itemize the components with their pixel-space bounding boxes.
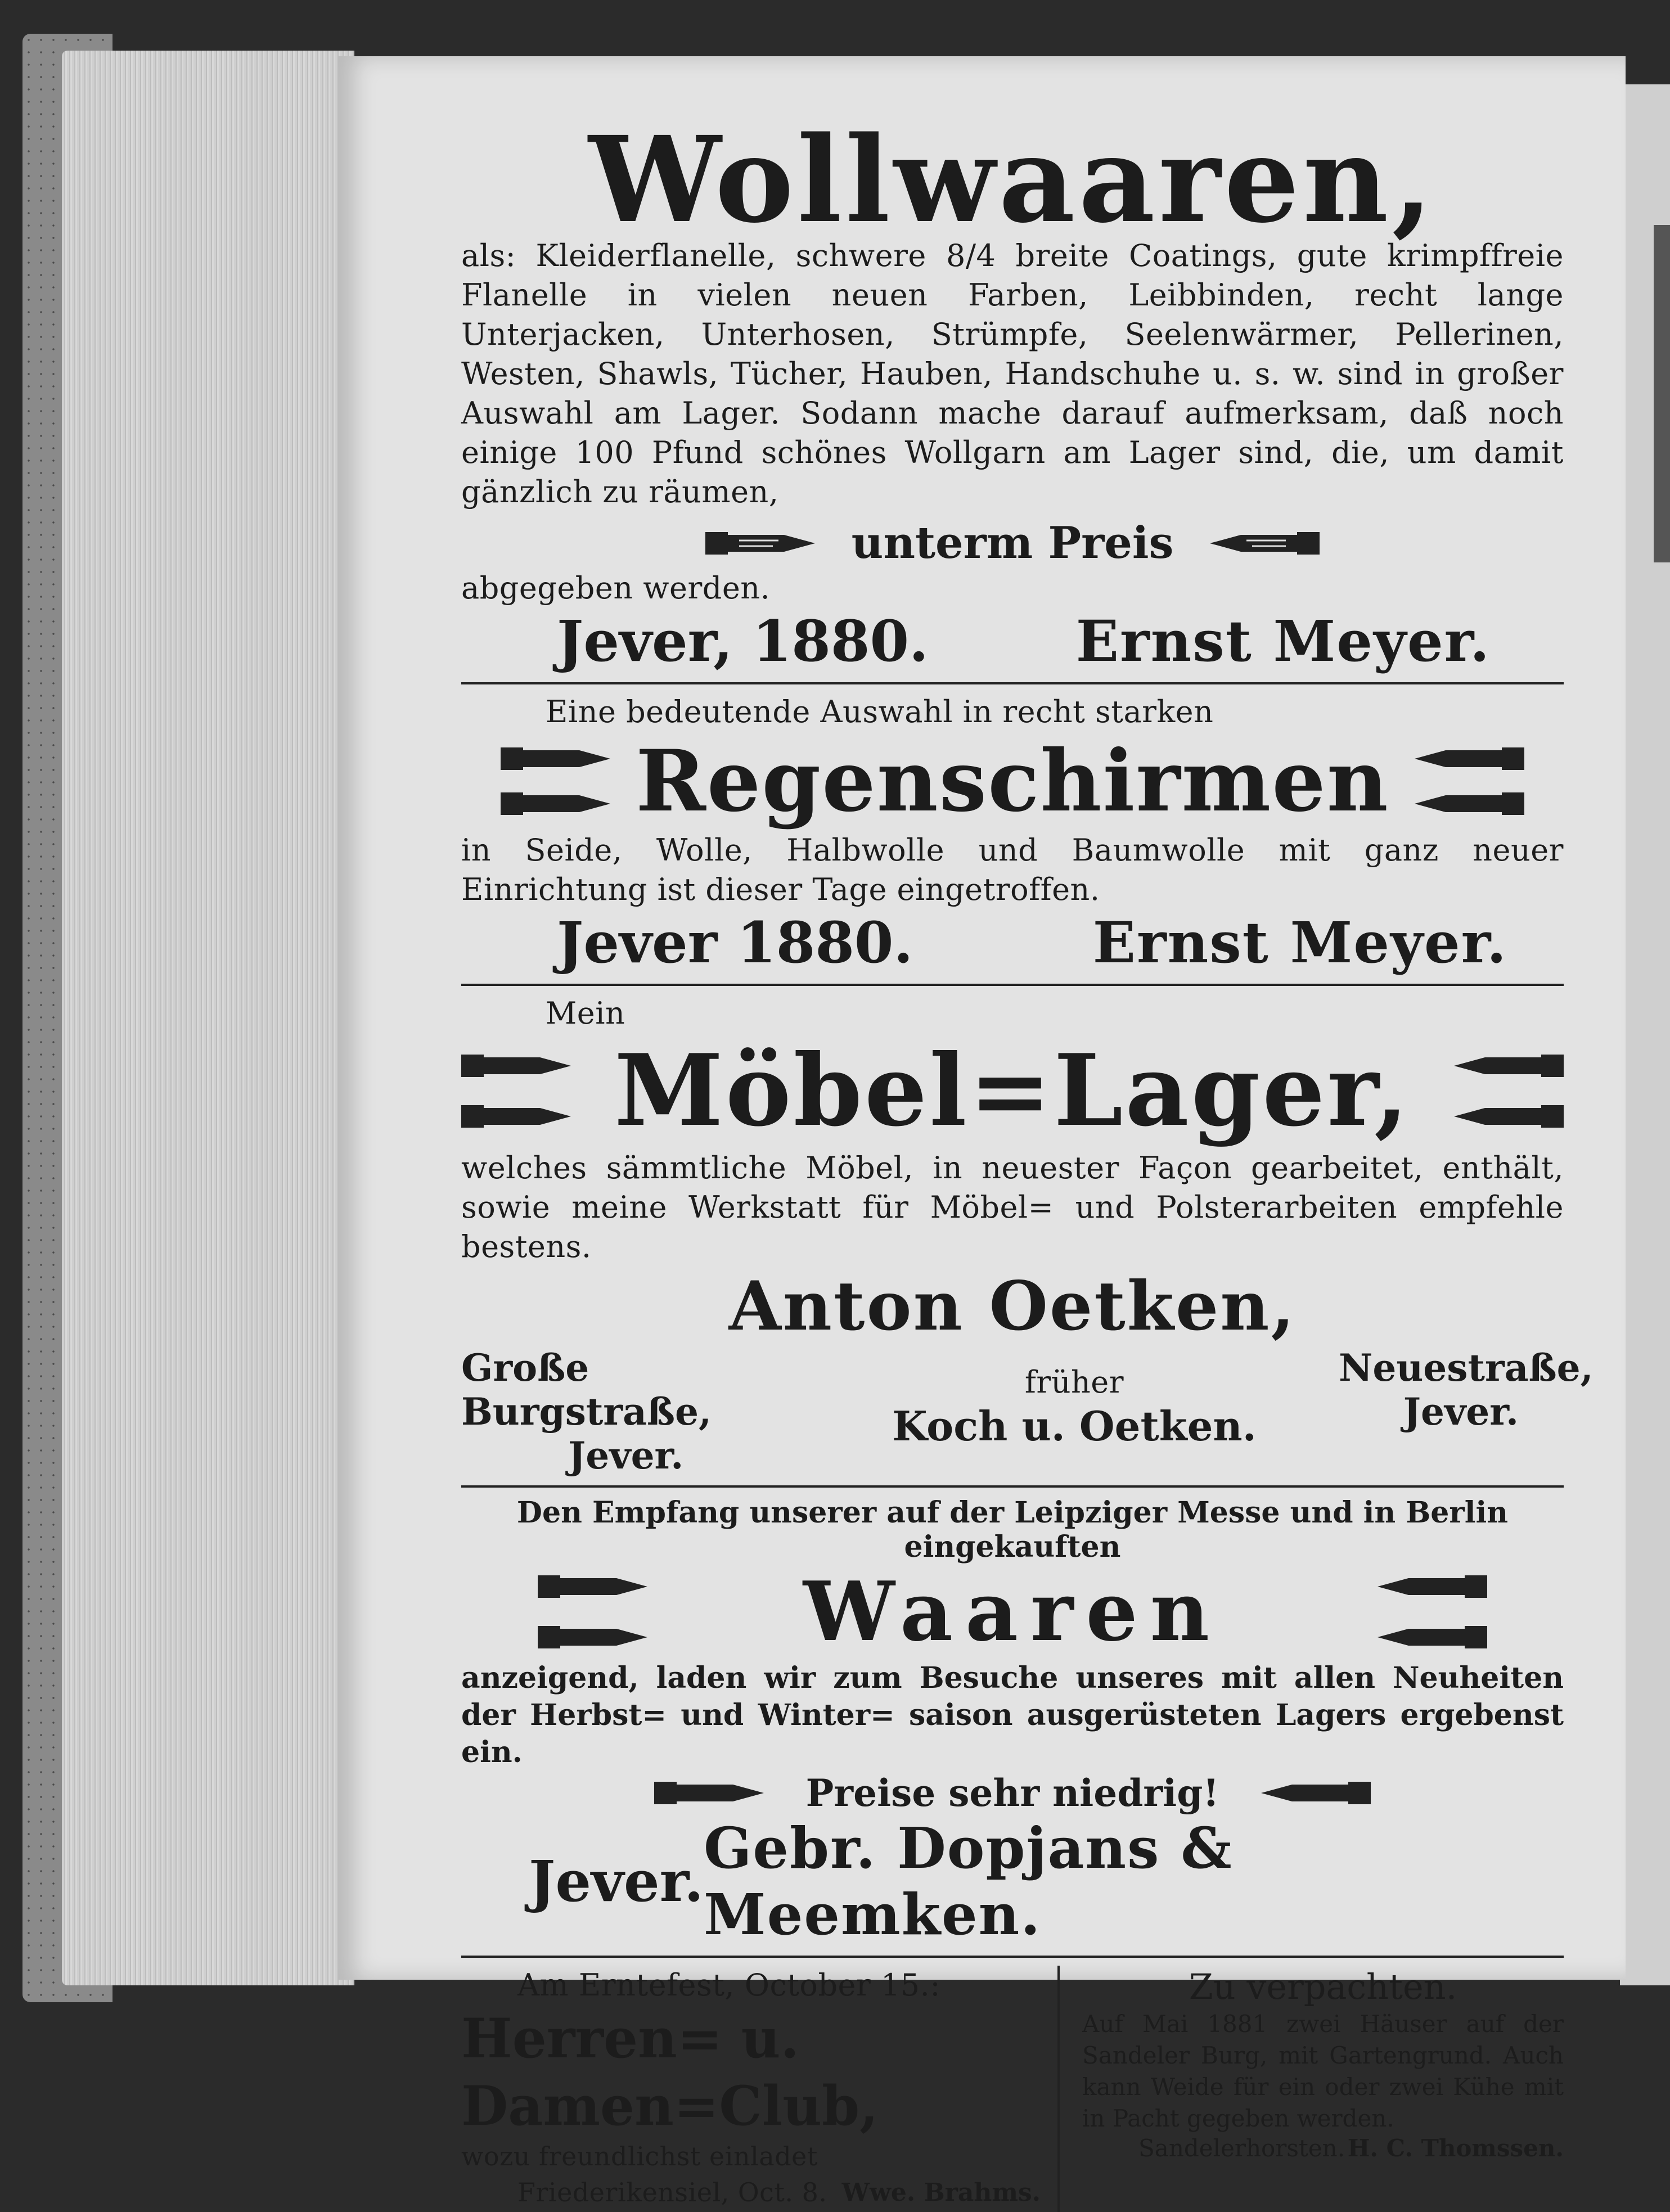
ad-moebel (461, 994, 1594, 1477)
pointing-hand-right-icon (538, 1567, 650, 1606)
pointing-hand-right-icon (637, 1773, 784, 1813)
pointing-hand-right-icon (461, 1046, 574, 1085)
ad-title: Regenschirmen (636, 732, 1389, 831)
ad-signature: Ernst Meyer. (1075, 608, 1491, 674)
page-edges (62, 51, 354, 1985)
ad-place: Jever. (529, 1848, 704, 1914)
divider (461, 1956, 1564, 1958)
pointing-hand-right-icon (501, 739, 613, 778)
pointing-hand-left-icon (1207, 524, 1320, 563)
ad-host: Wwe. Brahms. (841, 2178, 1041, 2207)
ad-invite: wozu freundlichst einladet (461, 2141, 818, 2172)
ad-title: Wollwaaren, (588, 110, 1437, 249)
facing-page-tab (1654, 225, 1670, 562)
ad-title: Herren= u. Damen=Club, (461, 2007, 879, 2138)
ad-body: welches sämmtliche Möbel, in neuester Façon gearbeitet, enthält, sowie meine Werkstatt für Möbel= und Polsterarbeiten empfehle bestens. (461, 1150, 1564, 1264)
ad-wollwaaren (461, 110, 1564, 674)
ad-tail: abgegeben werden. (461, 570, 771, 606)
ad-name: Anton Oetken, (728, 1267, 1297, 1346)
divider (461, 682, 1564, 684)
ad-body: als: Kleiderflanelle, schwere 8/4 breite Coatings, gute krimpffreie Flanelle in vielen neuen Farben, Leibbinden, recht lange Unterjacken, Unterhosen, Strümpfe, Seelenwärmer, Pellerinen, Westen, Shawls, Tücher, Hauben, Handschuhe u. s. w. sind in großer Auswahl am Lager. Sodann mache darauf aufmerksam, daß noch einige 100 Pfund schönes Wollgarn am Lager sind, die, um damit gänzlich zu räumen, (461, 238, 1564, 510)
page-content (461, 110, 1594, 2212)
ad-place: Sandelerhorsten. (1138, 2134, 1345, 2162)
former-label: früher (1024, 1364, 1124, 1400)
ad-body: Auf Mai 1881 zwei Häuser auf der Sandeler Burg, mit Gartengrund. Auch kann Weide für ein oder zwei Kühe mit in Pacht gegeben werden. (1082, 2010, 1564, 2132)
ad-signature: H. C. Thomssen. (1347, 2134, 1564, 2162)
former-company: Koch u. Oetken. (892, 1402, 1257, 1450)
pointing-hand-right-icon (538, 1618, 650, 1657)
pointing-hand-left-icon (1241, 1773, 1388, 1813)
ad-intro: Mein (546, 995, 625, 1031)
divider (461, 984, 1564, 986)
right-address-street: Neuestraße, (1339, 1346, 1594, 1390)
ad-intro: Eine bedeutende Auswahl in recht starken (546, 694, 1214, 729)
ad-signature: Ernst Meyer. (1092, 909, 1507, 976)
ad-body: anzeigend, laden wir zum Besuche unseres mit allen Neuheiten der Herbst= und Winter= saison ausgerüsteten Lagers ergebenst ein. (461, 1661, 1564, 1769)
ad-date: Am Erntefest, October 15.: (517, 1967, 941, 2003)
left-address-town: Jever. (568, 1434, 684, 1477)
pointing-hand-right-icon (461, 1097, 574, 1136)
ad-signature: Gebr. Dopjans & Meemken. (704, 1815, 1233, 1948)
ad-title: Möbel=Lager, (614, 1033, 1411, 1148)
pointing-hand-left-icon (1451, 1046, 1564, 1085)
ad-regenschirme (461, 692, 1564, 976)
ad-highlight: unterm Preis (851, 517, 1174, 569)
ad-waaren (461, 1495, 1564, 1948)
ad-place-date: Friederikensiel, Oct. 8. (517, 2177, 827, 2208)
pointing-hand-right-icon (501, 784, 613, 823)
ad-place: Jever, 1880. (557, 608, 929, 674)
left-address-street: Große Burgstraße, (461, 1346, 712, 1434)
ad-intro: Den Empfang unserer auf der Leipziger Messe und in Berlin eingekauften (516, 1495, 1509, 1564)
divider (461, 1485, 1564, 1488)
ad-title: Waaren (803, 1564, 1222, 1660)
ad-title: Zu verpachten. (1189, 1966, 1457, 2007)
right-address-town: Jever. (1403, 1390, 1519, 1434)
pointing-hand-left-icon (1451, 1097, 1564, 1136)
pointing-hand-left-icon (1412, 739, 1524, 778)
ad-body: in Seide, Wolle, Halbwolle und Baumwolle mit ganz neuer Einrichtung ist dieser Tage eingetroffen. (461, 832, 1564, 907)
newspaper-page (337, 56, 1626, 2208)
ad-prices: Preise sehr niedrig! (805, 1771, 1219, 1815)
pointing-hand-left-icon (1375, 1567, 1487, 1606)
ad-place: Jever 1880. (557, 909, 913, 976)
pointing-hand-left-icon (1375, 1618, 1487, 1657)
pointing-hand-left-icon (1412, 784, 1524, 823)
pointing-hand-right-icon (705, 524, 818, 563)
